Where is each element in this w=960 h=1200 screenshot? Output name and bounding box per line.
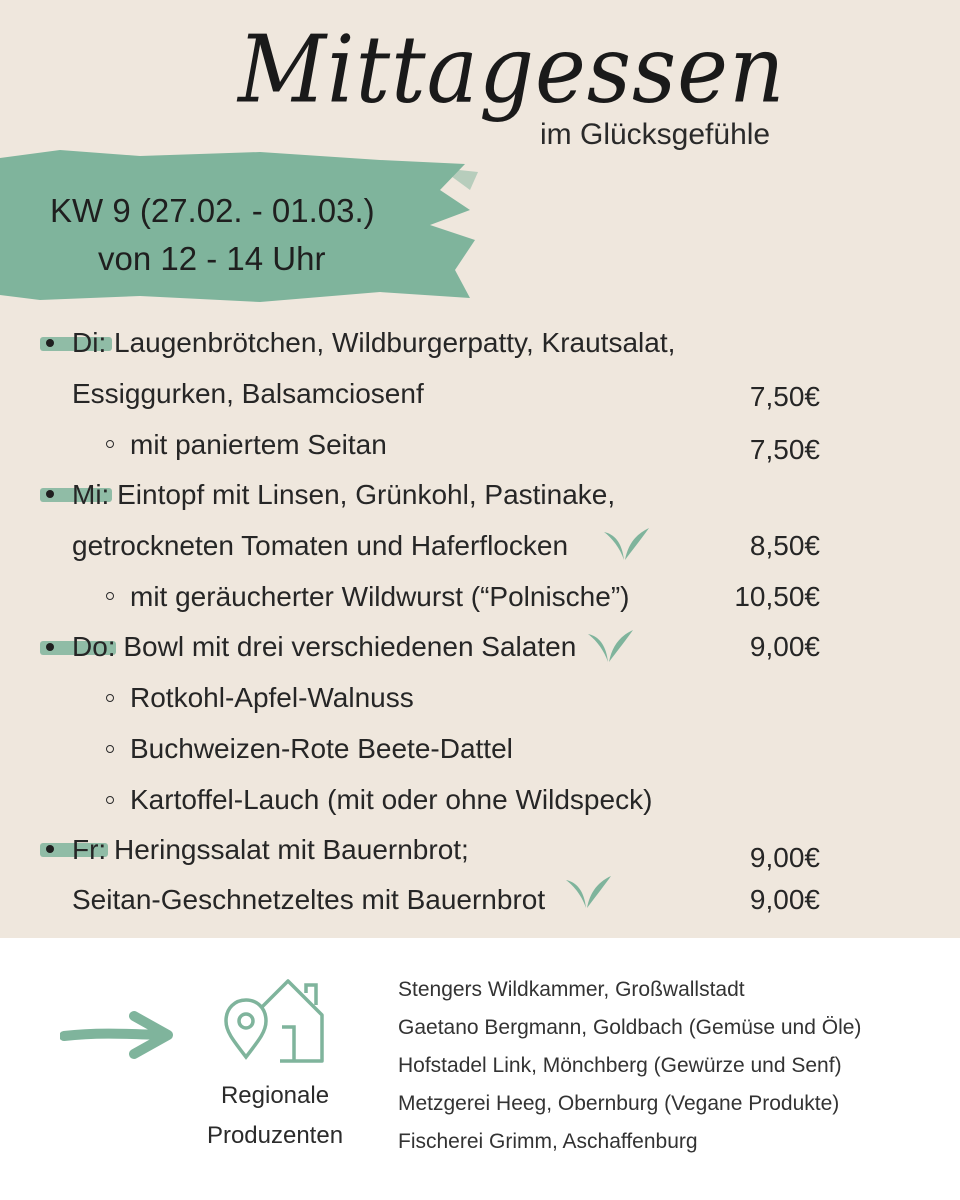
price: 10,50€ bbox=[734, 581, 820, 612]
price: 7,50€ bbox=[749, 434, 820, 465]
dish-text: Laugenbrötchen, Wildburgerpatty, Krautsalat, bbox=[106, 327, 676, 358]
location-house-icon bbox=[222, 975, 332, 1065]
leaf-icon bbox=[588, 628, 634, 664]
sub-bullet bbox=[106, 440, 114, 448]
dish-text: Seitan-Geschnetzeltes mit Bauernbrot bbox=[72, 884, 546, 915]
price: 9,00€ bbox=[749, 842, 820, 873]
sub-bullet bbox=[106, 796, 114, 804]
dish-text: Eintopf mit Linsen, Grünkohl, Pastinake, bbox=[109, 479, 616, 510]
producer-item: Metzgerei Heeg, Obernburg (Vegane Produkte) bbox=[398, 1092, 840, 1115]
price: 8,50€ bbox=[749, 530, 820, 561]
menu-item-fr bbox=[72, 834, 469, 866]
menu-item-do bbox=[72, 631, 576, 663]
producers-label: Produzenten bbox=[206, 1122, 344, 1149]
brush-stroke-banner bbox=[0, 150, 480, 310]
day-label: Mi: bbox=[72, 479, 110, 510]
page-title: Mittagessen bbox=[238, 15, 786, 124]
leaf-icon bbox=[604, 526, 650, 562]
week-label: KW 9 (27.02. - 01.03.) bbox=[50, 192, 375, 229]
dish-text: Heringssalat mit Bauernbrot; bbox=[106, 834, 469, 865]
producer-item: Hofstadel Link, Mönchberg (Gewürze und Senf) bbox=[398, 1054, 842, 1077]
producer-item: Gaetano Bergmann, Goldbach (Gemüse und Öle) bbox=[398, 1016, 862, 1039]
sub-bullet bbox=[106, 592, 114, 600]
producers-label: Regionale bbox=[220, 1082, 330, 1109]
price: 7,50€ bbox=[749, 381, 820, 412]
day-label: Fr: bbox=[72, 834, 107, 865]
day-label: Di: bbox=[72, 327, 107, 358]
leaf-icon bbox=[566, 874, 612, 910]
producer-item: Fischerei Grimm, Aschaffenburg bbox=[398, 1130, 698, 1153]
page-subtitle: im Glücksgefühle bbox=[540, 118, 771, 151]
dish-text: Essiggurken, Balsamciosenf bbox=[72, 378, 424, 409]
sub-item: Rotkohl-Apfel-Walnuss bbox=[130, 682, 414, 713]
hours-label: von 12 - 14 Uhr bbox=[98, 240, 326, 277]
price: 9,00€ bbox=[749, 884, 820, 915]
price: 9,00€ bbox=[749, 631, 820, 662]
bullet bbox=[46, 845, 54, 853]
day-label: Do: bbox=[72, 631, 116, 662]
sub-bullet bbox=[106, 694, 114, 702]
sub-item: mit paniertem Seitan bbox=[130, 429, 387, 460]
bullet bbox=[46, 339, 54, 347]
menu-item-mi bbox=[72, 479, 615, 511]
sub-item: Kartoffel-Lauch (mit oder ohne Wildspeck) bbox=[130, 784, 653, 815]
arrow-right-icon bbox=[60, 1010, 180, 1060]
menu-item-di bbox=[72, 327, 675, 359]
dish-text: getrockneten Tomaten und Haferflocken bbox=[72, 530, 569, 561]
producer-item: Stengers Wildkammer, Großwallstadt bbox=[398, 978, 745, 1001]
sub-item: mit geräucherter Wildwurst (“Polnische”) bbox=[130, 581, 630, 612]
dish-text: Bowl mit drei verschiedenen Salaten bbox=[115, 631, 577, 662]
sub-item: Buchweizen-Rote Beete-Dattel bbox=[130, 733, 513, 764]
sub-bullet bbox=[106, 745, 114, 753]
bullet bbox=[46, 643, 54, 651]
bullet bbox=[46, 490, 54, 498]
